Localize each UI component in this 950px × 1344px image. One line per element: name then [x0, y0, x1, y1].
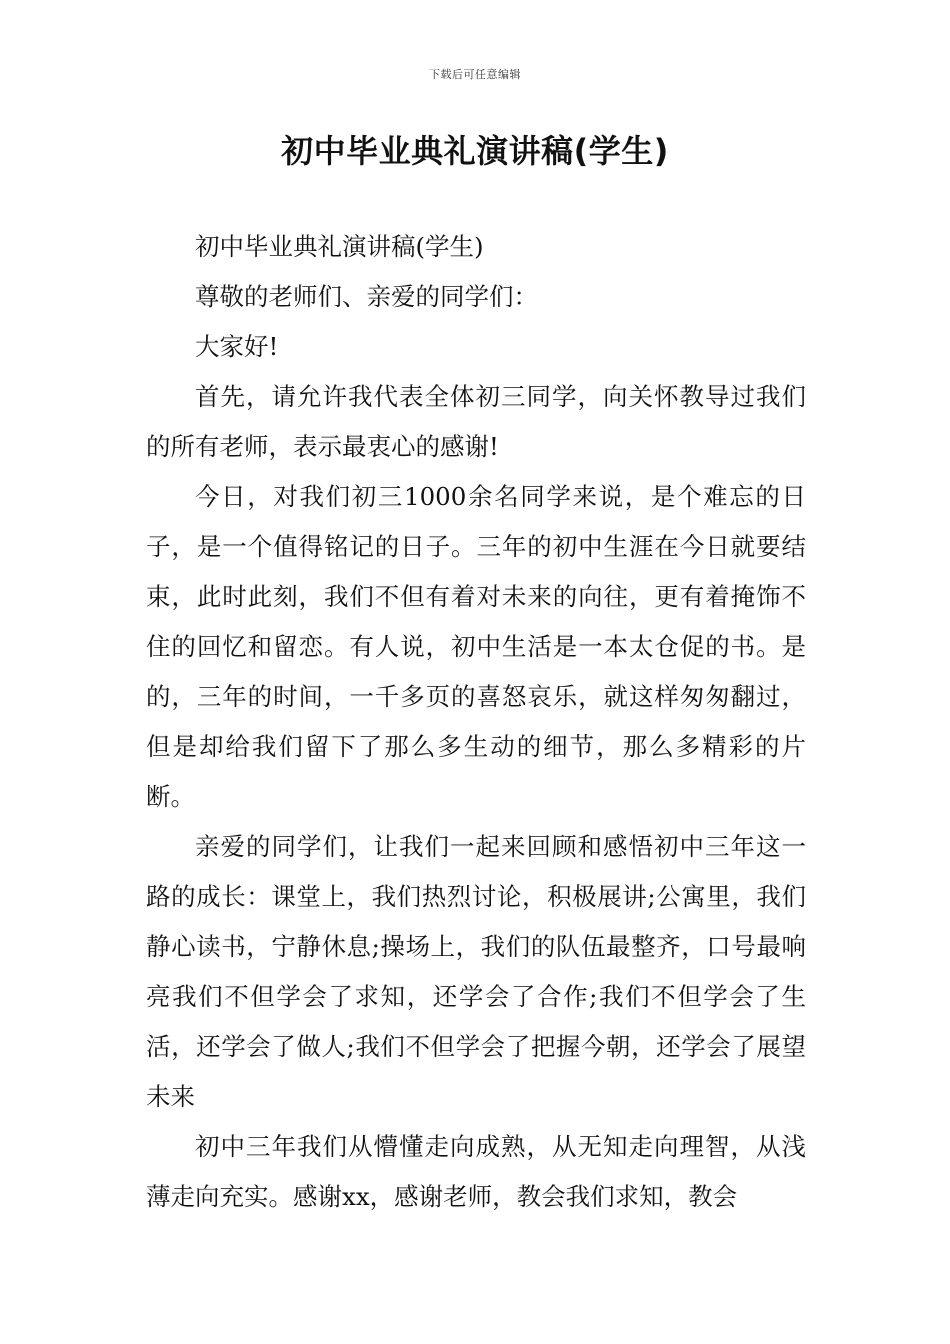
paragraph-subtitle: 初中毕业典礼演讲稿(学生): [195, 232, 484, 261]
paragraph-salutation: 尊敬的老师们、亲爱的同学们：: [195, 282, 538, 311]
paragraph-greeting: 大家好!: [195, 332, 279, 361]
paragraph-thanks: 首先，请允许我代表全体初三同学，向关怀教导过我们的所有老师，表示最衷心的感谢!: [146, 382, 806, 461]
header-note: 下载后可任意编辑: [429, 68, 521, 81]
document-title: 初中毕业典礼演讲稿(学生): [281, 132, 669, 170]
document-body: [146, 222, 806, 1222]
paragraph-review: 亲爱的同学们，让我们一起来回顾和感悟初中三年这一路的成长：课堂上，我们热烈讨论，积极展讲;公寓里，我们静心读书，宁静休息;操场上，我们的队伍最整齐，口号最响亮我们不但学会了求知，还学会了合作;我们不但学会了生活，还学会了做人;我们不但学会了把握今朝，还学会了展望未来: [146, 832, 806, 1111]
paragraph-growth: 初中三年我们从懵懂走向成熟，从无知走向理智，从浅薄走向充实。感谢xx，感谢老师，教会我们求知，教会: [146, 1132, 806, 1211]
paragraph-today: 今日，对我们初三1000余名同学来说，是个难忘的日子，是一个值得铭记的日子。三年的初中生涯在今日就要结束，此时此刻，我们不但有着对未来的向往，更有着掩饰不住的回忆和留恋。有人说，初中生活是一本太仓促的书。是的，三年的时间，一千多页的喜怒哀乐，就这样匆匆翻过，但是却给我们留下了那么多生动的细节，那么多精彩的片断。: [146, 482, 806, 811]
